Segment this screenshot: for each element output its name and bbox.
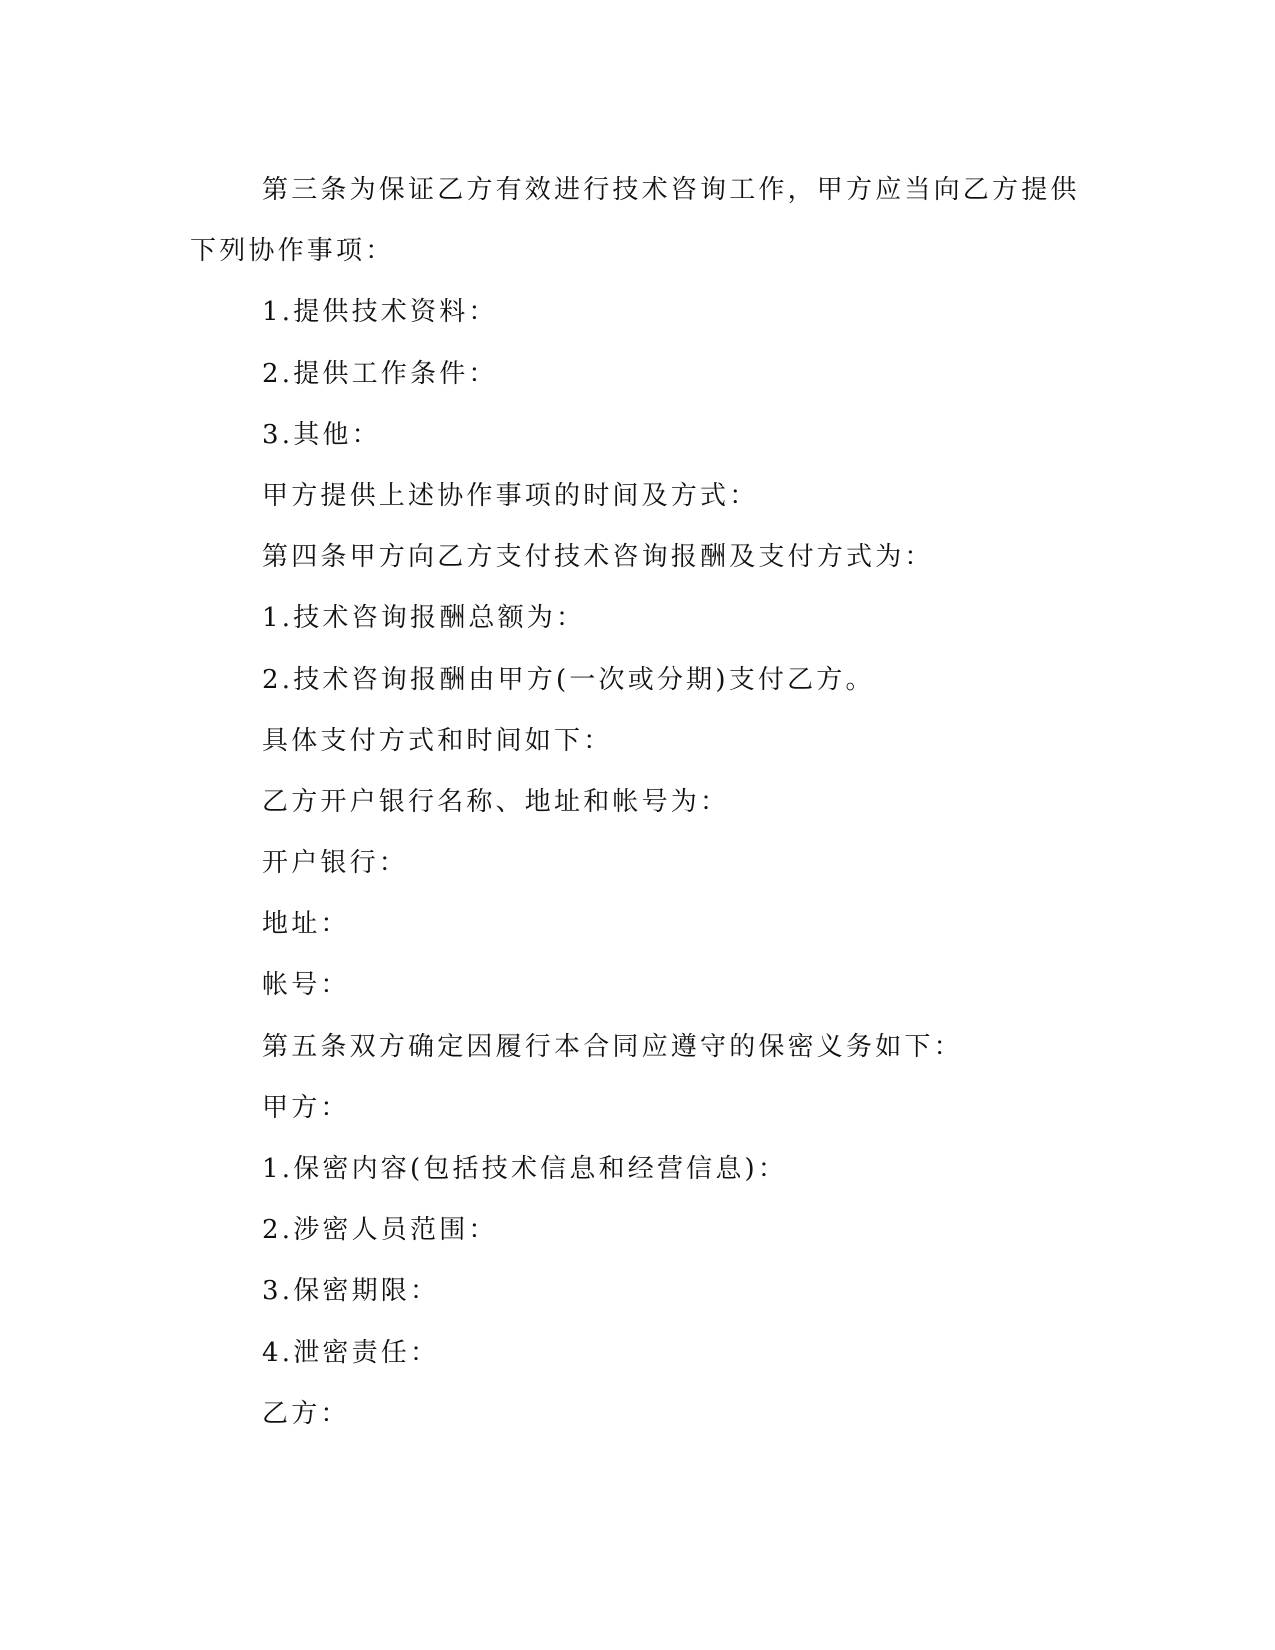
bank-name-field: 开户银行： bbox=[262, 848, 409, 879]
clause-3-intro-line-2: 下列协作事项： bbox=[190, 236, 395, 267]
bank-address-field: 地址： bbox=[262, 909, 350, 940]
clause-3-item-2: 2.提供工作条件： bbox=[262, 358, 498, 389]
party-b-label: 乙方： bbox=[262, 1398, 350, 1429]
clause-4-heading: 第四条甲方向乙方支付技术咨询报酬及支付方式为： bbox=[262, 542, 934, 573]
payment-details: 具体支付方式和时间如下： bbox=[262, 725, 613, 756]
clause-4-item-2: 2.技术咨询报酬由甲方(一次或分期)支付乙方。 bbox=[262, 664, 875, 695]
confidentiality-item-2: 2.涉密人员范围： bbox=[262, 1215, 498, 1246]
confidentiality-item-1: 1.保密内容(包括技术信息和经营信息)： bbox=[262, 1154, 788, 1184]
clause-3-intro-line-1: 第三条为保证乙方有效进行技术咨询工作，甲方应当向乙方提供 bbox=[262, 175, 1080, 205]
bank-account-field: 帐号： bbox=[262, 970, 350, 1001]
confidentiality-item-3: 3.保密期限： bbox=[262, 1276, 440, 1307]
party-a-label: 甲方： bbox=[262, 1092, 350, 1123]
clause-3-time-method: 甲方提供上述协作事项的时间及方式： bbox=[262, 480, 759, 511]
clause-3-item-1: 1.提供技术资料： bbox=[262, 297, 498, 328]
confidentiality-item-4: 4.泄密责任： bbox=[262, 1337, 440, 1368]
bank-info-heading: 乙方开户银行名称、地址和帐号为： bbox=[262, 786, 730, 817]
clause-3-item-3: 3.其他： bbox=[262, 419, 381, 450]
clause-4-item-1: 1.技术咨询报酬总额为： bbox=[262, 603, 586, 634]
document-body bbox=[190, 160, 1080, 1445]
clause-5-heading: 第五条双方确定因履行本合同应遵守的保密义务如下： bbox=[262, 1031, 963, 1062]
